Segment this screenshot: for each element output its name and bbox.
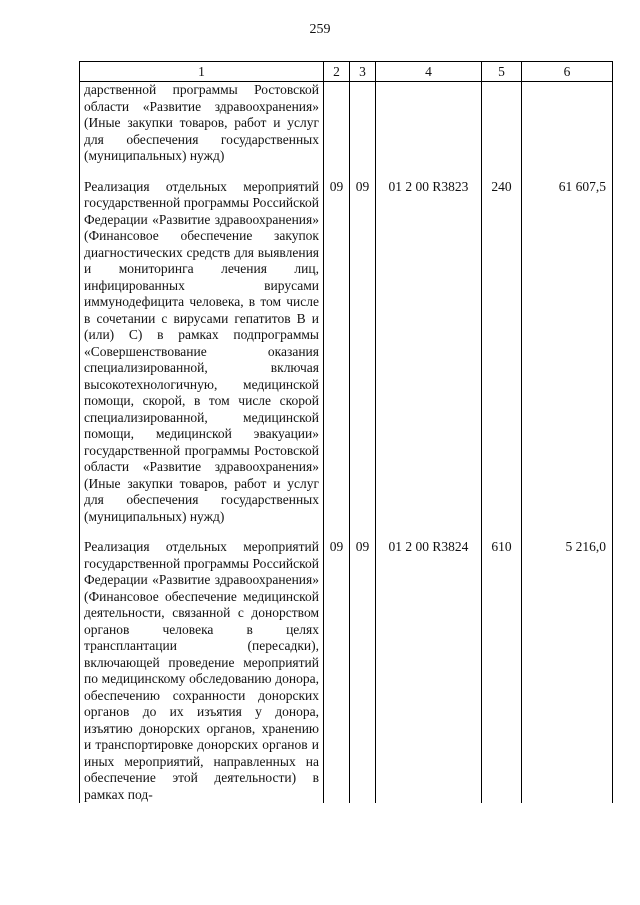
table-row: [80, 179, 613, 526]
page-number: 259: [309, 22, 331, 37]
row-amount: [522, 82, 613, 165]
row-description: Реализация отдельных мероприятий государственной программы Российской Федерации «Развитие здравоохранения» (Финансовое обеспечение закупок диагностических средств для выявления и мониторинга лечения лиц, инфицированных вирусами иммунодефицита человека, в том числе в сочетании с вирусами гепатитов В и (или) С) в рамках подпрограммы «Совершенствование оказания специализированной, включая высокотехнологичную, медицинской помощи, скорой, в том числе скорой специализированной, медицинской помощи, медицинской эвакуации» государственной программы Ростовской области «Развитие здравоохранения» (Иные закупки товаров, работ и услуг для обеспечения государственных (муниципальных) нужд): [84, 178, 319, 524]
column-header: 4: [376, 62, 482, 82]
row-description: Реализация отдельных мероприятий государственной программы Российской Федерации «Развитие здравоохранения» (Финансовое обеспечение медицинской деятельности, связанной с донорством органов человека в целях трансплантации (пересадки), включающей проведение мероприятий по медицинскому обследованию донора, обеспечению сохранности донорских органов до их изъятия у донора, изъятию донорских органов, хранению и транспортировке донорских органов и иных мероприятий, направленных на обеспечение этой деятельности) в рамках под-: [84, 539, 319, 802]
column-header: 2: [324, 62, 350, 82]
row-amount: 61 607,5: [522, 179, 613, 526]
column-header: 3: [350, 62, 376, 82]
row-target-code: 01 2 00 R3823: [376, 179, 482, 526]
row-subsection: 09: [350, 539, 376, 803]
row-section: [324, 82, 350, 165]
row-description: дарственной программы Ростовской области «Развитие здравоохранения» (Иные закупки товаров, работ и услуг для обеспечения государственных (муниципальных) нужд): [84, 82, 319, 163]
column-header: 6: [522, 62, 613, 82]
row-amount: 5 216,0: [522, 539, 613, 803]
table-row: [80, 82, 613, 165]
table-row: [80, 539, 613, 803]
budget-table: [79, 61, 613, 803]
row-expense-type: [482, 82, 522, 165]
row-spacer: [80, 165, 613, 179]
column-header: 5: [482, 62, 522, 82]
row-expense-type: 240: [482, 179, 522, 526]
table-header-row: [80, 62, 613, 82]
row-subsection: [350, 82, 376, 165]
column-header: 1: [80, 62, 324, 82]
row-subsection: 09: [350, 179, 376, 526]
row-section: 09: [324, 539, 350, 803]
row-section: 09: [324, 179, 350, 526]
row-target-code: [376, 82, 482, 165]
row-expense-type: 610: [482, 539, 522, 803]
row-target-code: 01 2 00 R3824: [376, 539, 482, 803]
row-spacer: [80, 525, 613, 539]
